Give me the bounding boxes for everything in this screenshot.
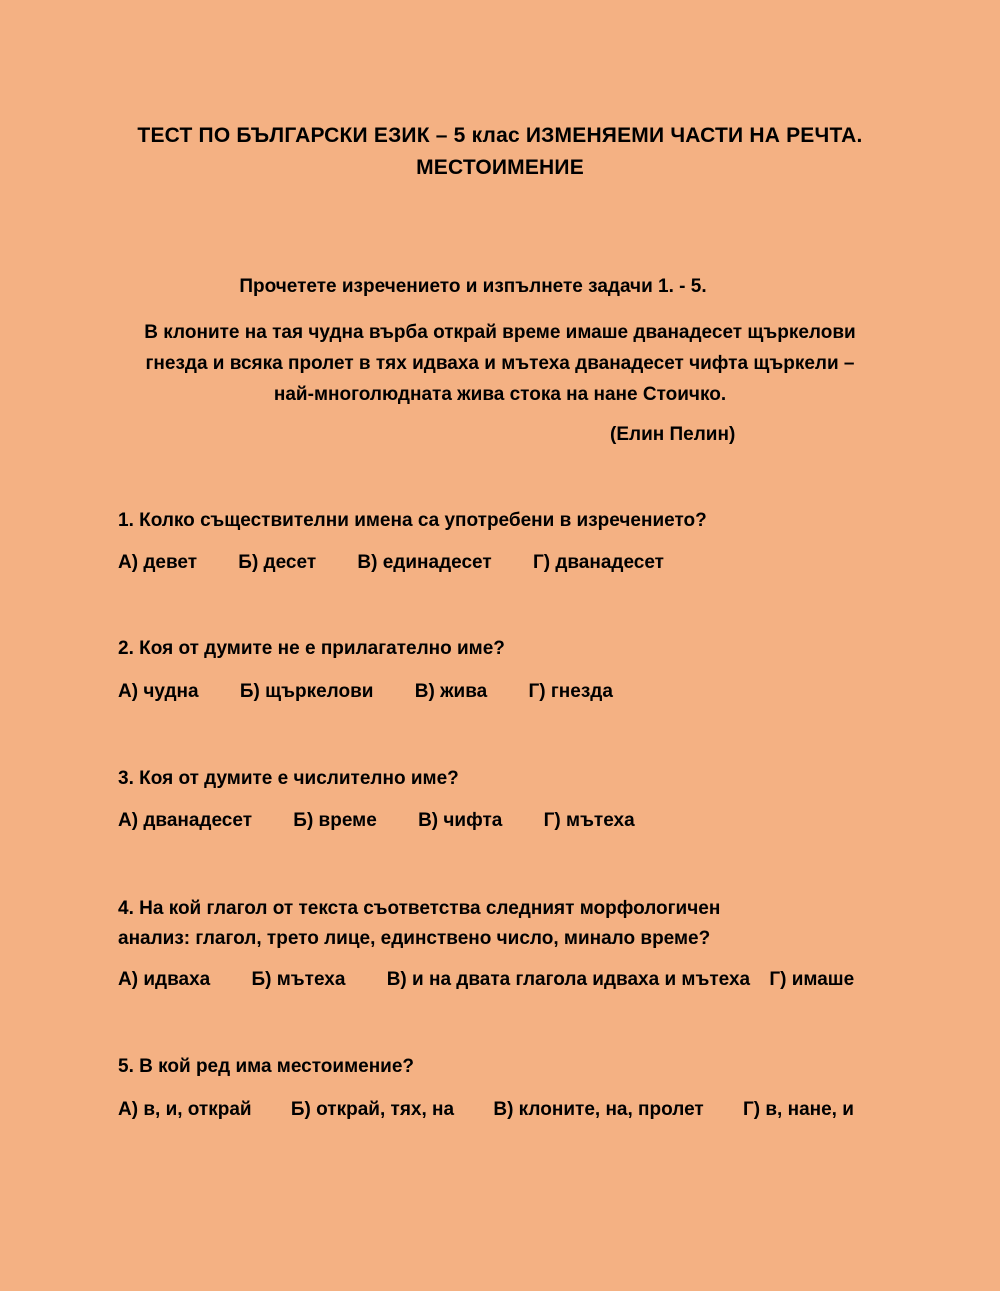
- question-5-option-d[interactable]: Г) в, нане, и: [742, 1099, 854, 1120]
- question-3-options: [118, 808, 978, 834]
- question-2-option-a[interactable]: А) чудна: [118, 681, 199, 702]
- question-1: 1. Колко съществителни имена са употребени в изречението?: [118, 510, 707, 531]
- question-5-option-a[interactable]: А) в, и, открай: [118, 1099, 252, 1120]
- passage-line-1: В клоните на тая чудна върба открай време имаше дванадесет щъркелови: [144, 322, 856, 343]
- question-5-options: [118, 1097, 978, 1123]
- question-2-option-d[interactable]: Г) гнезда: [528, 681, 613, 702]
- question-3: 3. Коя от думите е числително име?: [118, 768, 459, 789]
- question-5-option-c[interactable]: В) клоните, на, пролет: [493, 1099, 704, 1120]
- question-2: 2. Коя от думите не е прилагателно име?: [118, 638, 505, 659]
- question-4-options: [118, 967, 978, 993]
- question-1-option-a[interactable]: А) девет: [118, 552, 198, 573]
- question-1-option-c[interactable]: В) единадесет: [357, 552, 492, 573]
- question-2-option-b[interactable]: Б) щъркелови: [239, 681, 374, 702]
- question-4-option-a[interactable]: А) идваха: [118, 969, 211, 990]
- title-line-2: МЕСТОИМЕНИЕ: [416, 156, 584, 179]
- question-2-option-c[interactable]: В) жива: [414, 681, 488, 702]
- question-2-options: [118, 679, 978, 705]
- question-4-line-1: 4. На кой глагол от текста съответства следният морфологичен: [118, 898, 721, 919]
- question-1-option-d[interactable]: Г) дванадесет: [532, 552, 664, 573]
- question-3-option-a[interactable]: А) дванадесет: [118, 810, 252, 831]
- passage-author: (Елин Пелин): [610, 424, 736, 445]
- test-title: [100, 120, 900, 184]
- question-5: 5. В кой ред има местоимение?: [118, 1056, 415, 1077]
- question-1-option-b[interactable]: Б) десет: [238, 552, 317, 573]
- question-5-option-b[interactable]: Б) открай, тях, на: [290, 1099, 455, 1120]
- title-line-1: ТЕСТ ПО БЪЛГАРСКИ ЕЗИК – 5 клас ИЗМЕНЯЕМИ ЧАСТИ НА РЕЧТА.: [137, 124, 863, 147]
- question-1-options: [118, 550, 978, 576]
- question-3-option-c[interactable]: В) чифта: [418, 810, 503, 831]
- passage-line-2: гнезда и всяка пролет в тях идваха и мътеха дванадесет чифта щъркели –: [145, 353, 855, 374]
- question-4: [118, 894, 898, 954]
- question-4-option-c[interactable]: В) и на двата глагола идваха и мътеха: [386, 969, 751, 990]
- question-3-option-d[interactable]: Г) мътеха: [543, 810, 635, 831]
- reading-passage: [110, 317, 890, 410]
- passage-line-3: най-многолюдната жива стока на нане Стоичко.: [273, 384, 727, 405]
- question-4-option-d[interactable]: Г) имаше: [769, 969, 855, 990]
- question-4-option-b[interactable]: Б) мътеха: [251, 969, 346, 990]
- question-3-option-b[interactable]: Б) време: [293, 810, 377, 831]
- instruction-text: Прочетете изречението и изпълнете задачи 1. - 5.: [239, 276, 707, 297]
- question-4-line-2: анализ: глагол, трето лице, единствено число, минало време?: [118, 928, 711, 949]
